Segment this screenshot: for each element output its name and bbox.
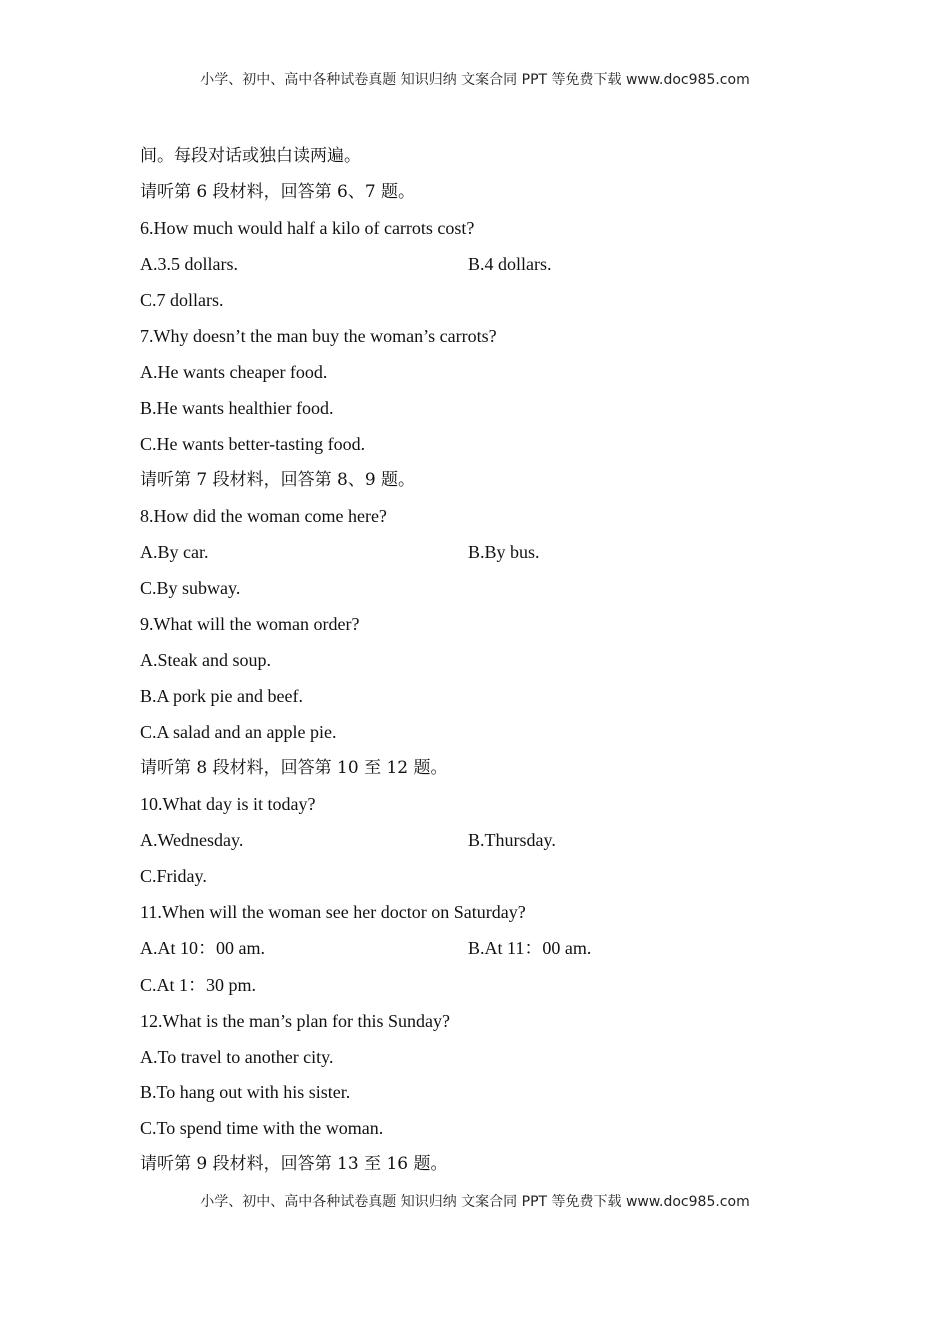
- question-12-option-a: A.To travel to another city.: [140, 1047, 334, 1067]
- section-6-instruction: 请听第 6 段材料，回答第 6、7 题。: [140, 182, 416, 202]
- question-9-option-b: B.A pork pie and beef.: [140, 686, 303, 706]
- question-10-option-c: C.Friday.: [140, 866, 207, 886]
- intro-text: 间。每段对话或独白读两遍。: [140, 146, 361, 166]
- question-10: 10.What day is it today?: [140, 794, 316, 814]
- question-10-option-a: A.Wednesday.: [140, 830, 244, 850]
- question-6-option-c: C.7 dollars.: [140, 290, 224, 310]
- question-12-option-b: B.To hang out with his sister.: [140, 1082, 351, 1102]
- page-footer: 小学、初中、高中各种试卷真题 知识归纳 文案合同 PPT 等免费下载 www.doc985.com: [200, 1194, 750, 1210]
- question-7-option-b: B.He wants healthier food.: [140, 398, 334, 418]
- question-9: 9.What will the woman order?: [140, 614, 360, 634]
- question-6-option-b: B.4 dollars.: [468, 254, 552, 274]
- question-8-options-row: [140, 539, 840, 565]
- question-10-options-row: [140, 827, 840, 853]
- section-9-instruction: 请听第 9 段材料，回答第 13 至 16 题。: [140, 1154, 448, 1174]
- question-7: 7.Why doesn’t the man buy the woman’s carrots?: [140, 326, 497, 346]
- question-8-option-b: B.By bus.: [468, 542, 540, 562]
- question-11: 11.When will the woman see her doctor on Saturday?: [140, 902, 526, 922]
- question-11-option-c: C.At 1：30 pm.: [140, 975, 257, 995]
- question-7-option-c: C.He wants better-tasting food.: [140, 434, 366, 454]
- section-8-instruction: 请听第 8 段材料，回答第 10 至 12 题。: [140, 758, 448, 778]
- question-11-option-b: B.At 11：00 am.: [468, 938, 592, 958]
- section-7-instruction: 请听第 7 段材料，回答第 8、9 题。: [140, 470, 416, 490]
- question-7-option-a: A.He wants cheaper food.: [140, 362, 328, 382]
- page-header: 小学、初中、高中各种试卷真题 知识归纳 文案合同 PPT 等免费下载 www.doc985.com: [200, 72, 750, 88]
- question-10-option-b: B.Thursday.: [468, 830, 556, 850]
- question-6: 6.How much would half a kilo of carrots cost?: [140, 218, 475, 238]
- question-11-options-row: [140, 935, 840, 961]
- question-9-option-a: A.Steak and soup.: [140, 650, 271, 670]
- question-9-option-c: C.A salad and an apple pie.: [140, 722, 337, 742]
- question-6-options-row: [140, 251, 840, 277]
- question-8: 8.How did the woman come here?: [140, 506, 387, 526]
- question-8-option-c: C.By subway.: [140, 578, 241, 598]
- question-6-option-a: A.3.5 dollars.: [140, 254, 238, 274]
- question-12: 12.What is the man’s plan for this Sunday?: [140, 1011, 450, 1031]
- question-11-option-a: A.At 10：00 am.: [140, 938, 265, 958]
- question-8-option-a: A.By car.: [140, 542, 209, 562]
- question-12-option-c: C.To spend time with the woman.: [140, 1118, 384, 1138]
